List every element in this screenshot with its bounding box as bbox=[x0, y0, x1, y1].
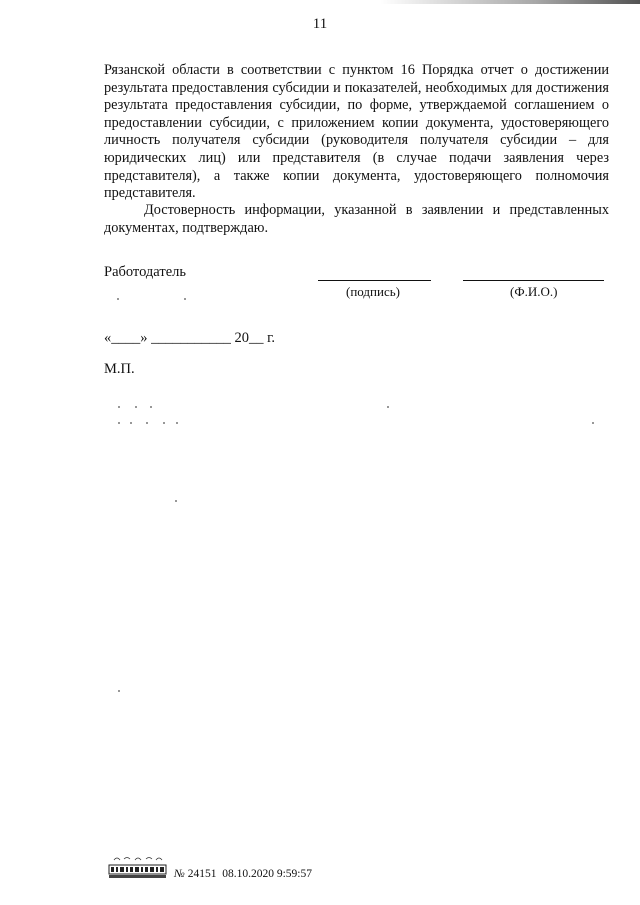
stamp-place-label: М.П. bbox=[104, 361, 135, 377]
registration-id-and-timestamp: 24151 08.10.2020 9:59:57 bbox=[187, 868, 312, 880]
signature-caption: (подпись) bbox=[346, 284, 400, 299]
registration-number bbox=[174, 868, 312, 880]
scan-speck bbox=[118, 690, 120, 692]
scan-speck bbox=[592, 422, 594, 424]
scan-speck bbox=[135, 406, 137, 408]
number-sign: № bbox=[174, 868, 185, 880]
signature-line bbox=[318, 280, 431, 281]
paragraph-report-requirements: Рязанской области в соответствии с пунктом 16 Порядка отчет о достижении результата предоставления субсидии и показателей, необходимых для достижения результата предоставления субсидии, по форме, утверждаемой соглашением о предоставлении субсидии, с приложением копии документа, удостоверяющего личность получателя субсидии (руководителя получателя субсидии – для юридических лиц) или представителя (в случае подачи заявления через представителя), а также копии документа, удостоверяющего полномочия представителя. bbox=[104, 62, 609, 202]
scan-speck bbox=[387, 406, 389, 408]
page-number: 11 bbox=[312, 16, 328, 32]
scan-speck bbox=[184, 298, 186, 300]
scan-speck bbox=[118, 422, 120, 424]
date-line: «____» ___________ 20__ г. bbox=[104, 330, 276, 346]
scan-edge-shadow bbox=[380, 0, 640, 4]
registration-barcode-stamp bbox=[108, 854, 168, 880]
full-name-caption: (Ф.И.О.) bbox=[510, 284, 558, 299]
scan-speck bbox=[150, 406, 152, 408]
scan-speck bbox=[130, 422, 132, 424]
scan-speck bbox=[118, 406, 120, 408]
scan-speck bbox=[146, 422, 148, 424]
scan-speck bbox=[163, 422, 165, 424]
employer-label: Работодатель bbox=[104, 264, 186, 280]
scan-speck bbox=[117, 298, 119, 300]
paragraph-confirmation: Достоверность информации, указанной в заявлении и представленных документах, подтверждаю. bbox=[104, 202, 609, 236]
scan-speck bbox=[176, 422, 178, 424]
scan-speck bbox=[175, 500, 177, 502]
full-name-line bbox=[463, 280, 604, 281]
